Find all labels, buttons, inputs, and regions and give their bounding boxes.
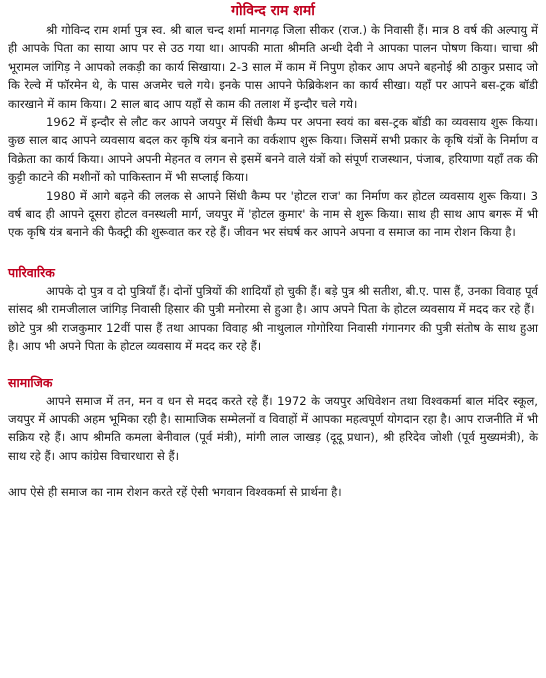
intro-paragraph-3: 1980 में आगे बढ़ने की ललक से आपने सिंधी कैम्प पर 'होटल राज' का निर्माण कर होटल व्यवसाय शुरू किया। 3 वर्ष बाद ही आपने दूसरा होटल वनस्थली मार्ग, जयपुर में 'होटल कुमार' के नाम से शुरू किया। साथ ही साथ आप बगरू में भी एक कृषि यंत्र बनाने की फैक्ट्री की शुरूवात कर रहे हैं। जीवन भर संघर्ष कर आपने अपना व समाज का नाम रोशन किया है। xyxy=(8,188,538,240)
page-title: गोविन्द राम शर्मा xyxy=(231,3,315,19)
closing-paragraph: आप ऐसे ही समाज का नाम रोशन करते रहें ऐसी भगवान विश्वकर्मा से प्रार्थना है। xyxy=(8,485,342,500)
intro-paragraph-1: श्री गोविन्द राम शर्मा पुत्र स्व. श्री बाल चन्द शर्मा मानगढ़ जिला सीकर (राज.) के निवासी हैं। मात्र 8 वर्ष की अल्पायु में ही आपके पिता का साया आप पर से उठ गया था। आपकी माता श्रीमति अन्धी देवी ने आपका पालन पोषण किया। चाचा श्री भूरामल जांगिड़ ने आपको लकड़ी का कार्य सिखाया। 2-3 साल में काम में निपुण होकर आप अपने बहनोई श्री ठाकुर प्रसाद जो कि रेल्वे में फॉरमेन थे, के पास अजमेर चले गये। इनके पास आपने फेब्रिकेशन का कार्य सीखा। यहाँ पर आपने बस-ट्रक बॉडी कारखाने में काम किया। 2 साल बाद आप यहाँ से काम की तलाश में इन्दौर चले गये। xyxy=(8,23,538,111)
section-heading-family: पारिवारिक xyxy=(8,264,55,280)
family-paragraph-1: आपके दो पुत्र व दो पुत्रियाँ हैं। दोनों पुत्रियों की शादियाँ हो चुकी हैं। बड़े पुत्र श्री सतीश, बी.ए. पास हैं, उनका विवाह पूर्व सांसद श्री रामजीलाल जांगिड़ निवासी हिसार की पुत्री मनोरमा से हुआ है। आप अपने पिता के होटल व्यवसाय में मदद कर रहे हैं। xyxy=(8,283,538,317)
intro-paragraph-2: 1962 में इन्दौर से लौट कर आपने जयपुर में सिंधी कैम्प पर अपना स्वयं का बस-ट्रक बॉडी का व्यवसाय शुरू किया। कुछ साल बाद आपने व्यवसाय बदल कर कृषि यंत्र बनाने का वर्कशाप शुरू किया। जिसमें सभी प्रकार के कृषि यंत्रों के निर्माण व विक्रेता का कार्य किया। आपने अपनी मेहनत व लगन से इसमें बनने वाले यंत्रों को संपूर्ण राजस्थान, पंजाब, हरियाणा यहाँ तक की कुट्टी काटने की मशीनों को पाकिस्तान में भी सप्लाई किया। xyxy=(8,115,538,185)
social-paragraph-1: आपने समाज में तन, मन व धन से मदद करते रहे हैं। 1972 के जयपुर अधिवेशन तथा विश्वकर्मा बाल मंदिर स्कूल, जयपुर में आपकी अहम भूमिका रही है। सामाजिक सम्मेलनों व विवाहों में आपका महत्वपूर्ण योगदान रहा है। आप राजनीति में भी सक्रिय रहे हैं। आप श्रीमति कमला बेनीवाल (पूर्व मंत्री), मांगी लाल जाखड़ (दूदू प्रधान), श्री हरिदेव जोशी (पूर्व मुख्यमंत्री), के साथ रहे हैं। आप कांग्रेस विचारधारा से हैं। xyxy=(8,393,538,463)
family-paragraph-2: छोटे पुत्र श्री राजकुमार 12वीं पास हैं तथा आपका विवाह श्री नाथुलाल गोगोरिया निवासी गंगानगर की पुत्री संतोष के साथ हुआ है। आप भी अपने पिता के होटल व्यवसाय में मदद कर रहे हैं। xyxy=(8,320,538,354)
section-heading-social: सामाजिक xyxy=(8,374,53,390)
